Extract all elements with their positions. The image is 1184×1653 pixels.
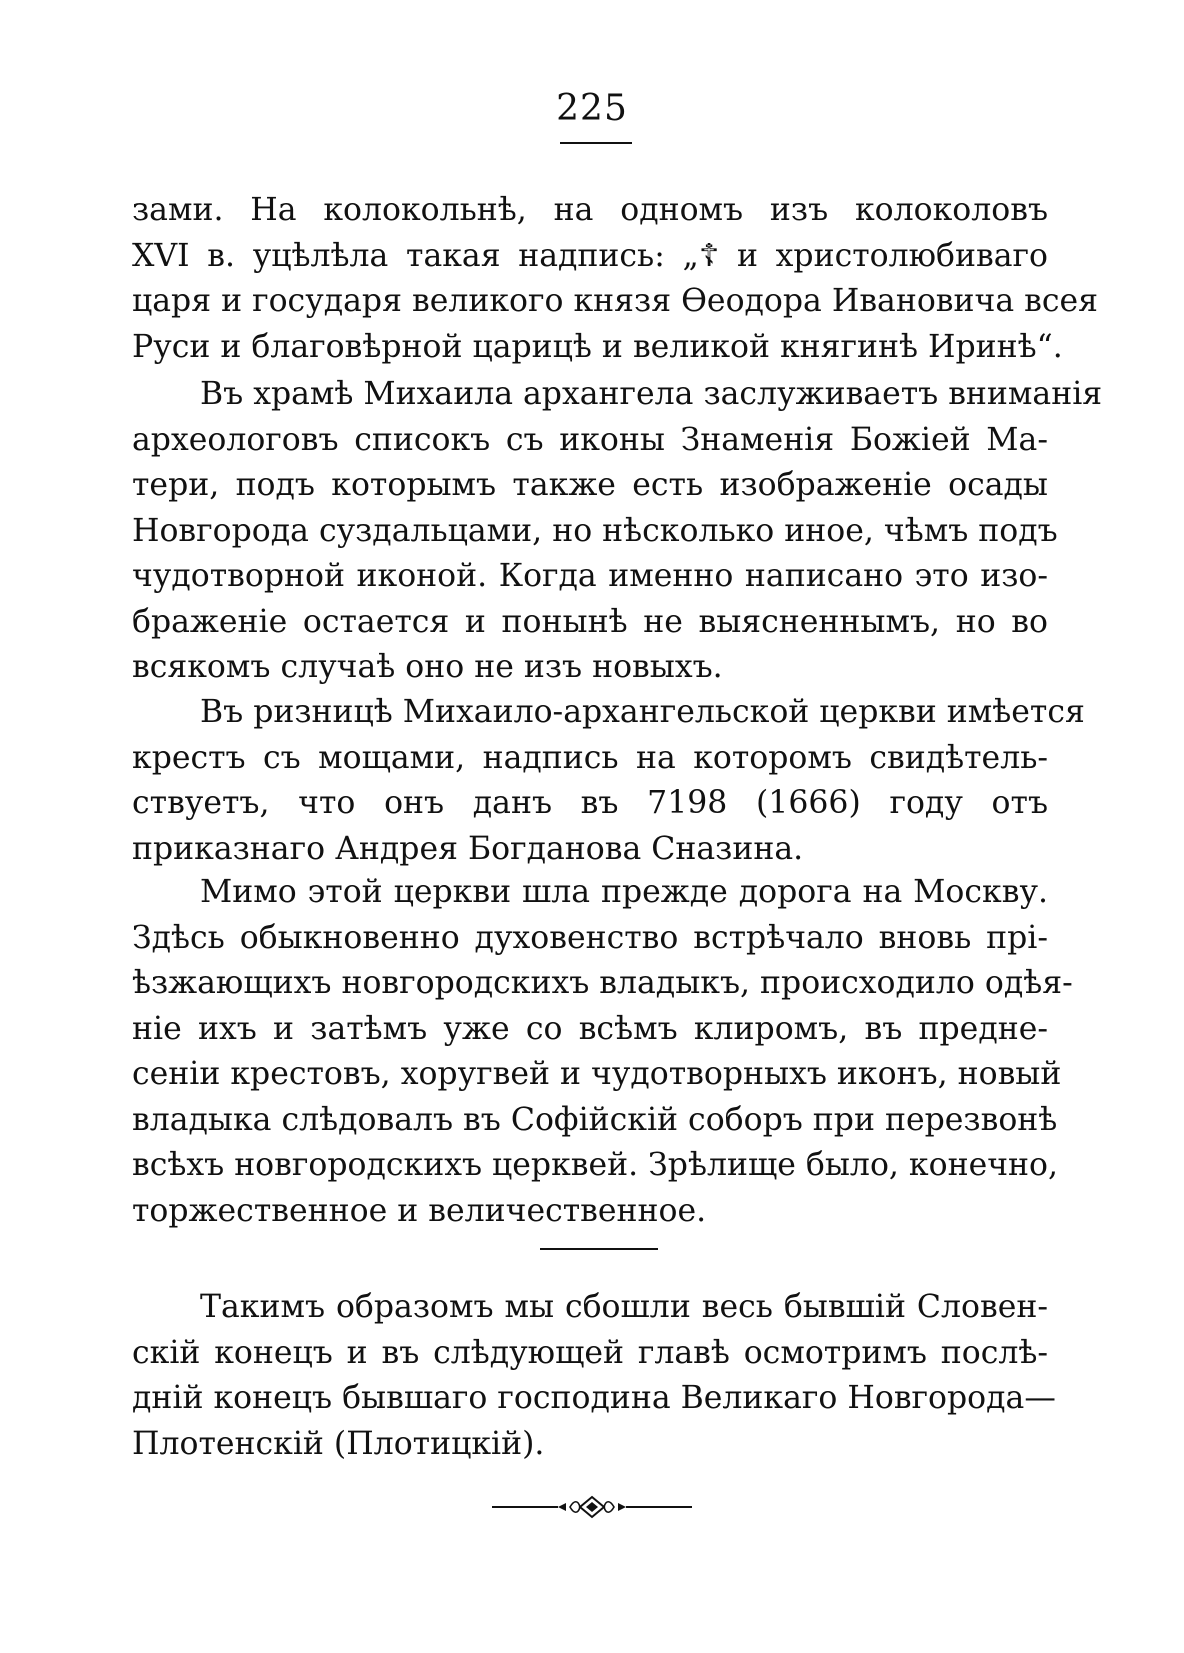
text-line: зами. На колокольнѣ, на одномъ изъ колоколовъ — [132, 192, 1048, 228]
text-line: дній конецъ бывшаго господина Великаго Новгорода— — [132, 1380, 1056, 1416]
text-line: браженіе остается и понынѣ не выясненнымъ, но во — [132, 603, 1048, 640]
text-line: тери, подъ которымъ также есть изображеніе осады — [132, 467, 1048, 503]
text-line: сеніи крестовъ, хоругвей и чудотворныхъ иконъ, новый — [132, 1056, 1062, 1092]
text-line: всякомъ случаѣ оно не изъ новыхъ. — [132, 649, 723, 685]
text-line: крестъ съ мощами, надпись на которомъ свидѣтель- — [132, 739, 1048, 776]
page-number: 225 — [556, 88, 628, 129]
text-line: скій конецъ и въ слѣдующей главѣ осмотримъ послѣ- — [132, 1334, 1048, 1371]
text-line: археологовъ списокъ съ иконы Знаменія Божіей Ма- — [132, 421, 1048, 458]
text-line: владыка слѣдовалъ въ Софійскій соборъ при перезвонѣ — [132, 1101, 1058, 1138]
text-line: царя и государя великого князя Өеодора Ивановича всея — [132, 283, 1099, 319]
text-line: торжественное и величественное. — [132, 1192, 707, 1229]
text-line: XVI в. уцѣлѣла такая надпись: „☦ и христолюбиваго — [132, 237, 1048, 274]
paragraph-1 — [132, 188, 1099, 370]
text-line: Здѣсь обыкновенно духовенство встрѣчало вновь прі- — [132, 919, 1048, 956]
text-line: чудотворной иконой. Когда именно написано это изо- — [132, 558, 1048, 594]
text-line: Въ ризницѣ Михаило-архангельской церкви имѣется — [200, 694, 1085, 730]
paragraph-5 — [132, 1285, 1056, 1467]
text-line: Плотенскій (Плотицкій). — [132, 1425, 545, 1462]
text-line: Руси и благовѣрной царицѣ и великой княгинѣ Иринѣ“. — [132, 328, 1063, 365]
paragraph-2 — [132, 372, 1103, 691]
text-line: приказнаго Андрея Богданова Сназина. — [132, 830, 804, 867]
text-line: всѣхъ новгородскихъ церквей. Зрѣлище было, конечно, — [132, 1147, 1059, 1183]
closing-ornament-icon — [488, 1494, 696, 1520]
paragraph-4 — [132, 870, 1073, 1234]
paragraph-3 — [132, 690, 1085, 872]
text-line: ніе ихъ и затѣмъ уже со всѣмъ клиромъ, въ предне- — [132, 1010, 1048, 1047]
text-line: Мимо этой церкви шла прежде дорога на Москву. — [200, 874, 1048, 910]
page-number-underline — [560, 142, 632, 144]
text-line: Въ храмѣ Михаила архангела заслуживаетъ вниманія — [200, 376, 1103, 412]
text-line: Новгорода суздальцами, но нѣсколько иное, чѣмъ подъ — [132, 512, 1058, 549]
text-line: ствуетъ, что онъ данъ въ 7198 (1666) году отъ — [132, 785, 1048, 821]
text-line: Такимъ образомъ мы сбошли весь бывшій Словен- — [200, 1289, 1048, 1325]
text-line: ѣзжающихъ новгородскихъ владыкъ, происходило одѣя- — [132, 965, 1073, 1001]
section-divider — [540, 1248, 658, 1250]
